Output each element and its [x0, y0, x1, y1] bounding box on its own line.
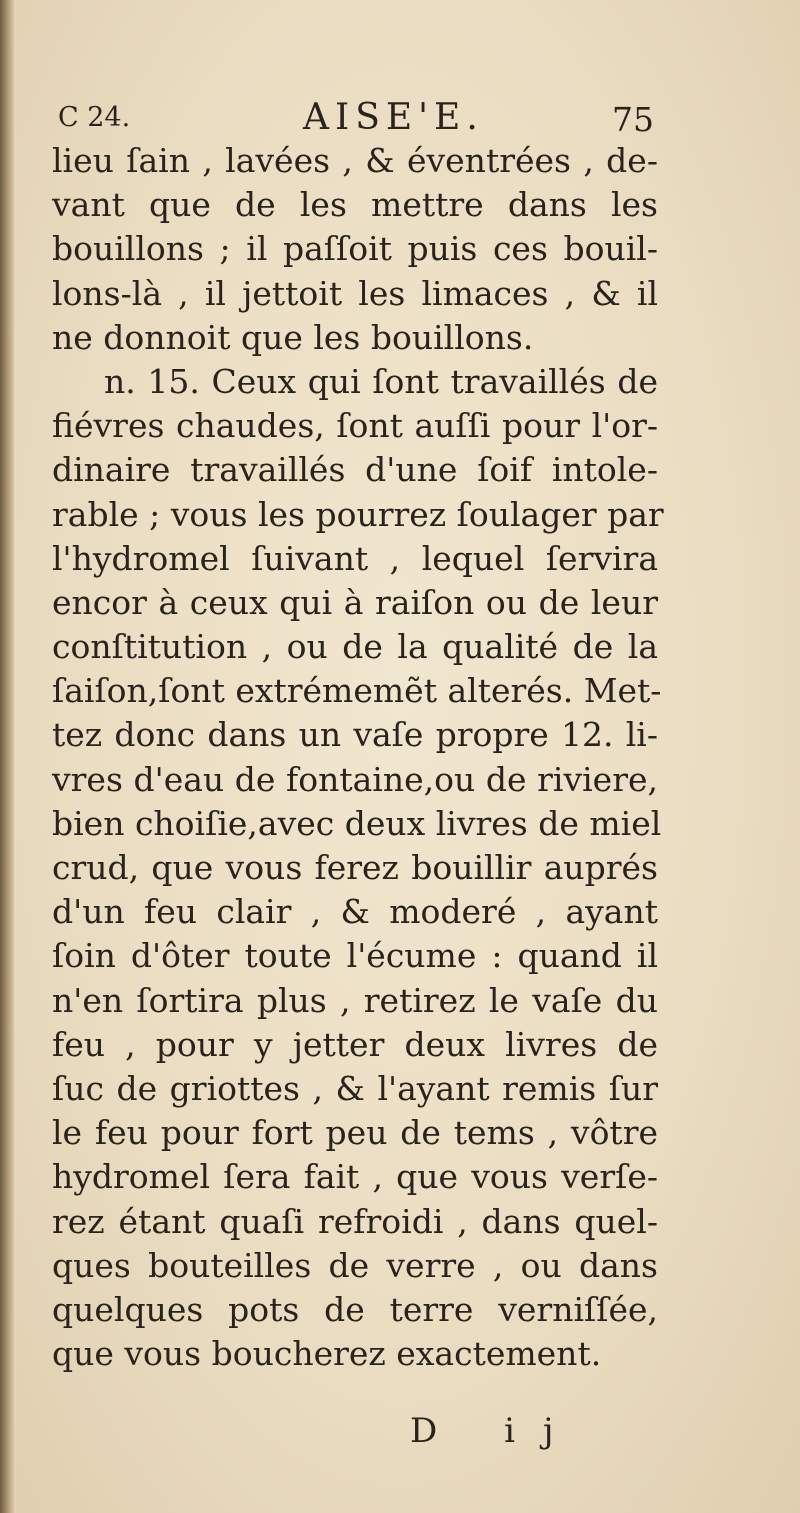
- text-line: ques bouteilles de verre , ou dans: [52, 1245, 658, 1285]
- text-line: n'en ſortira plus , retirez le vaſe du: [52, 980, 658, 1020]
- text-line: conſtitution , ou de la qualité de la: [52, 627, 658, 667]
- text-line: vant que de les mettre dans les: [52, 185, 658, 225]
- text-line: lieu ſain , lavées , & éventrées , de-: [52, 141, 658, 180]
- text-line: rez étant quaſi refroidi , dans quel-: [52, 1201, 658, 1241]
- text-line: crud, que vous ferez bouillir auprés: [52, 848, 658, 887]
- running-title: AISE'E.: [303, 97, 484, 138]
- text-line: que vous boucherez exactement.: [52, 1334, 602, 1374]
- text-line: fiévres chaudes, ſont auſſi pour l'or-: [52, 406, 658, 446]
- text-line: encor à ceux qui à raiſon ou de leur: [52, 582, 658, 622]
- page-footer: [52, 1405, 658, 1457]
- text-line: le feu pour fort peu de tems , vôtre: [52, 1113, 658, 1153]
- text-line: rable ; vous les pourrez ſoulager par: [52, 494, 664, 534]
- text-line: n. 15. Ceux qui ſont travaillés de: [104, 361, 658, 401]
- text-line: dinaire travaillés d'une ſoif intole-: [52, 450, 658, 490]
- text-line: d'un feu clair , & moderé , ayant: [52, 892, 658, 932]
- text-line: vres d'eau de fontaine,ou de riviere,: [52, 759, 658, 799]
- body-text: [52, 139, 664, 1376]
- text-line: ſaiſon,ſont extrémemẽt alterés. Met-: [52, 671, 662, 711]
- signature-number: C 24.: [58, 102, 131, 133]
- text-line: ſoin d'ôter toute l'écume : quand il: [52, 936, 658, 976]
- text-line: quelques pots de terre verniſſée,: [52, 1289, 658, 1329]
- page-number: 75: [612, 100, 654, 139]
- text-line: bouillons ; il paſſoit puis ces bouil-: [52, 229, 658, 269]
- text-line: bien choiſie,avec deux livres de miel: [52, 803, 662, 843]
- text-line: tez donc dans un vaſe propre 12. li-: [52, 715, 658, 755]
- text-line: l'hydromel ſuivant , lequel ſervira: [52, 538, 658, 578]
- text-line: hydromel ſera fait , que vous verſe-: [52, 1157, 658, 1197]
- page-header: [58, 92, 654, 144]
- text-line: ne donnoit que les bouillons.: [52, 317, 534, 357]
- text-line: lons-là , il jettoit les limaces , & il: [52, 273, 658, 313]
- text-line: feu , pour y jetter deux livres de: [52, 1024, 658, 1064]
- text-line: ſuc de griottes , & l'ayant remis ſur: [52, 1068, 658, 1108]
- signature-mark: D ij: [410, 1411, 582, 1451]
- book-spine-shadow: [0, 0, 14, 1513]
